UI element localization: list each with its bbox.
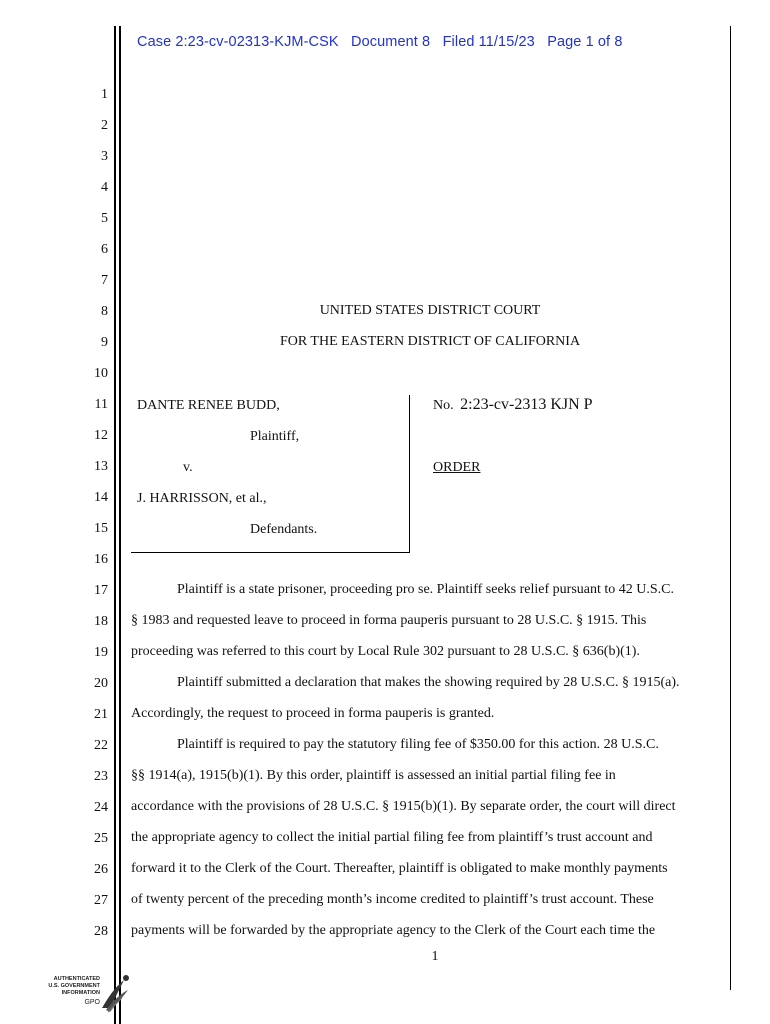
line-number: 28 xyxy=(94,924,108,939)
body-line: the appropriate agency to collect the initial partial filing fee from plaintiff’s trust account and xyxy=(131,830,653,845)
left-margin-rule-inner xyxy=(119,26,121,1024)
court-district: FOR THE EASTERN DISTRICT OF CALIFORNIA xyxy=(279,334,581,349)
line-number: 15 xyxy=(94,521,108,536)
left-margin-rule-outer xyxy=(114,26,116,1024)
body-line: proceeding was referred to this court by Local Rule 302 pursuant to 28 U.S.C. § 636(b)(1). xyxy=(131,644,640,659)
line-number: 7 xyxy=(101,273,108,288)
line-number: 20 xyxy=(94,676,108,691)
body-line: § 1983 and requested leave to proceed in forma pauperis pursuant to 28 U.S.C. § 1915. This xyxy=(131,613,647,628)
line-number: 27 xyxy=(94,893,108,908)
body-line: §§ 1914(a), 1915(b)(1). By this order, plaintiff is assessed an initial partial filing fee in xyxy=(131,768,616,783)
filing-header-stamp: Case 2:23-cv-02313-KJM-CSK Document 8 Filed 11/15/23 Page 1 of 8 xyxy=(137,34,623,50)
line-number: 14 xyxy=(94,490,108,505)
eagle-icon xyxy=(98,968,132,1014)
body-line: Plaintiff submitted a declaration that makes the showing required by 28 U.S.C. § 1915(a). xyxy=(177,675,680,690)
defendant-role: Defendants. xyxy=(250,522,318,537)
line-number: 16 xyxy=(94,552,108,567)
line-number: 2 xyxy=(101,118,108,133)
line-number: 18 xyxy=(94,614,108,629)
body-line: Accordingly, the request to proceed in forma pauperis is granted. xyxy=(131,706,495,721)
document-title: ORDER xyxy=(433,460,481,475)
gpo-authenticated-logo xyxy=(40,968,130,1016)
line-number: 13 xyxy=(94,459,108,474)
line-number: 10 xyxy=(94,366,108,381)
plaintiff-role: Plaintiff, xyxy=(250,429,300,444)
line-number: 23 xyxy=(94,769,108,784)
line-number: 1 xyxy=(101,87,108,102)
caption-vertical-rule xyxy=(409,395,410,553)
plaintiff-name: DANTE RENEE BUDD, xyxy=(137,398,280,413)
caption-bottom-rule xyxy=(131,552,410,553)
gpo-logo-text-1: AUTHENTICATED xyxy=(53,976,100,982)
line-number: 25 xyxy=(94,831,108,846)
line-number: 9 xyxy=(101,335,108,350)
line-number: 19 xyxy=(94,645,108,660)
case-number xyxy=(433,397,593,414)
body-line: payments will be forwarded by the appropriate agency to the Clerk of the Court each time the xyxy=(131,923,656,938)
gpo-logo-text-3: INFORMATION xyxy=(61,990,100,996)
line-number: 5 xyxy=(101,211,108,226)
versus: v. xyxy=(183,460,193,475)
gpo-logo-text-2: U.S. GOVERNMENT xyxy=(48,983,100,989)
court-name: UNITED STATES DISTRICT COURT xyxy=(319,303,541,318)
body-line: forward it to the Clerk of the Court. Thereafter, plaintiff is obligated to make monthly payments xyxy=(131,861,668,876)
line-number: 21 xyxy=(94,707,108,722)
line-number: 6 xyxy=(101,242,108,257)
body-line: Plaintiff is a state prisoner, proceeding pro se. Plaintiff seeks relief pursuant to 42 U.S.C. xyxy=(177,582,674,597)
line-number: 3 xyxy=(101,149,108,164)
line-number: 24 xyxy=(94,800,108,815)
line-number: 12 xyxy=(94,428,108,443)
line-number: 8 xyxy=(101,304,108,319)
defendant-name: J. HARRISSON, et al., xyxy=(137,491,267,506)
case-number-value: 2:23-cv-2313 KJN P xyxy=(460,396,593,413)
line-number: 4 xyxy=(101,180,108,195)
line-number: 17 xyxy=(94,583,108,598)
line-number: 22 xyxy=(94,738,108,753)
page-number: 1 xyxy=(431,949,439,964)
line-number: 26 xyxy=(94,862,108,877)
body-line: accordance with the provisions of 28 U.S.C. § 1915(b)(1). By separate order, the court will direct xyxy=(131,799,676,814)
case-number-label: No. xyxy=(433,398,454,413)
gpo-logo-text-4: GPO xyxy=(84,999,100,1006)
line-number: 11 xyxy=(94,397,108,412)
body-line: Plaintiff is required to pay the statutory filing fee of $350.00 for this action. 28 U.S.C. xyxy=(177,737,659,752)
body-line: of twenty percent of the preceding month’s income credited to plaintiff’s trust account. These xyxy=(131,892,654,907)
right-margin-rule xyxy=(730,26,731,990)
